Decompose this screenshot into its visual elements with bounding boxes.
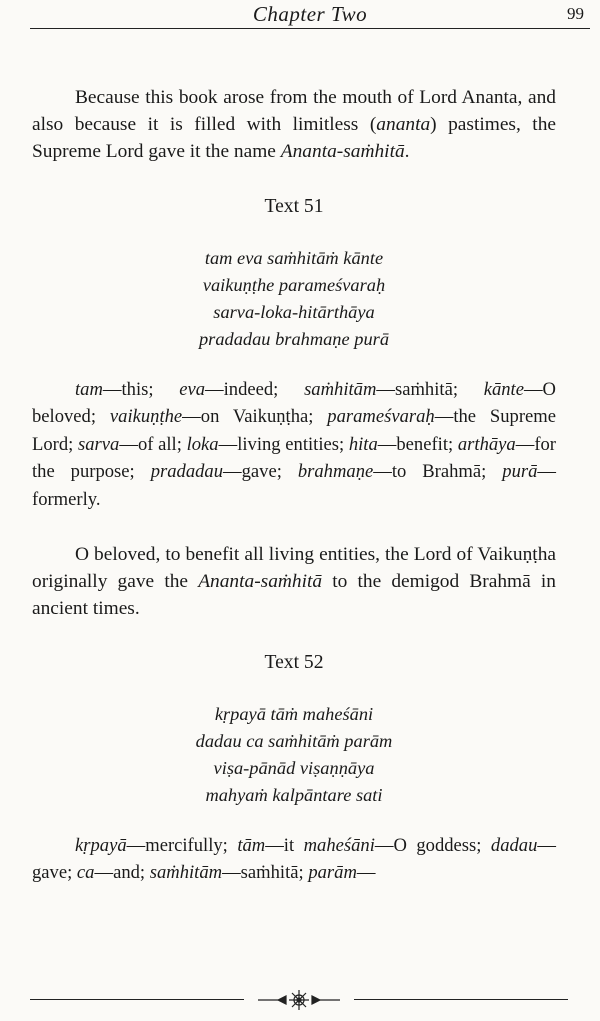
sanskrit-word: sarva: [78, 433, 120, 455]
verse-line: dadau ca saṁhitāṁ parām: [195, 731, 393, 752]
sanskrit-word: loka: [186, 433, 219, 455]
word-meaning: O goddess;: [393, 835, 491, 857]
text-51-word-meanings: tam—this; eva—indeed; saṁhitām—saṁhitā; kānte—O beloved; vaikuṇṭhe—on Vaikuṇṭha; parameśvaraḥ—the Supreme Lord; sarva—of all; loka—living entities; hita—benefit; arthāya—for the purpose; pradadau—gave; brahmaṇe—to Brahmā; purā—formerly.: [32, 379, 556, 510]
sanskrit-word: vaikuṇṭhe: [109, 406, 183, 428]
page-number: 99: [567, 4, 584, 23]
text-52-verse: [32, 701, 556, 809]
word-meaning: on Vaikuṇṭha;: [200, 406, 328, 428]
sanskrit-word: eva: [179, 379, 206, 400]
verse-line: pradadau brahmaṇe purā: [198, 329, 390, 349]
verse-line: viṣa-pānād viṣaṇṇāya: [213, 758, 375, 779]
word-meaning: saṁhitā;: [240, 862, 309, 884]
verse-line: mahyaṁ kalpāntare sati: [205, 785, 383, 806]
sanskrit-word: parām: [308, 862, 357, 884]
text-52-heading: Text 52: [264, 652, 324, 674]
verse-line: sarva-loka-hitārthāya: [213, 302, 375, 322]
word-meaning: saṁhitā;: [394, 379, 484, 400]
word-meaning: formerly.: [32, 488, 101, 510]
word-meaning: to Brahmā;: [391, 461, 503, 483]
text-51-translation: O beloved, to benefit all living entities, the Lord of Vaikuṇṭha originally gave the Ananta-saṁhitā to the demigod Brahmā in ancient times.: [32, 544, 556, 620]
word-meaning: and;: [113, 862, 150, 884]
text-51-heading: Text 51: [264, 196, 324, 217]
sanskrit-word: saṁhitām: [149, 862, 223, 884]
word-meaning: for the purpose;: [32, 433, 556, 483]
word-meaning: indeed;: [223, 379, 305, 400]
sanskrit-word: kṛpayā: [75, 835, 127, 857]
word-meaning: of all;: [137, 433, 187, 455]
sanskrit-word: hita: [348, 433, 378, 455]
sanskrit-word: tām: [237, 835, 266, 857]
sanskrit-word: dadau: [490, 835, 538, 857]
footer-rule-right: [354, 999, 568, 1000]
sanskrit-word: parameśvaraḥ: [327, 406, 435, 428]
sanskrit-word: tam: [75, 379, 103, 400]
verse-line: tam eva saṁhitāṁ kānte: [204, 248, 384, 268]
sanskrit-word: brahmaṇe: [297, 461, 374, 483]
chapter-title: Chapter Two: [252, 2, 368, 26]
sanskrit-word: saṁhitām: [304, 379, 377, 400]
word-meaning: the Supreme Lord;: [32, 406, 556, 455]
word-meaning: O beloved;: [32, 379, 556, 428]
text-51-verse: [32, 245, 556, 353]
word-meaning: gave;: [32, 862, 77, 884]
verse-line: vaikuṇṭhe parameśvaraḥ: [202, 275, 386, 295]
word-meaning: this;: [121, 379, 180, 400]
sanskrit-word: purā: [502, 461, 538, 483]
sanskrit-word: arthāya: [457, 433, 516, 455]
footer-rule-left: [30, 999, 244, 1000]
word-meaning: living entities;: [237, 433, 349, 455]
footer-ornament: [30, 988, 568, 1012]
intro-paragraph: Because this book arose from the mouth of Lord Ananta, and also because it is filled with limitless (ananta) pastimes, the Supreme Lord gave it the name Ananta-saṁhitā.: [32, 87, 556, 162]
header-rule: [30, 28, 590, 29]
sanskrit-word: maheśāni: [303, 835, 375, 857]
page-header: [30, 0, 590, 30]
verse-line: kṛpayā tāṁ maheśāni: [214, 704, 374, 725]
sanskrit-word: kānte: [483, 379, 524, 400]
flourish-icon: [256, 988, 342, 1012]
word-meaning: it: [283, 835, 304, 857]
sanskrit-word: pradadau: [150, 461, 224, 483]
text-52-word-meanings: kṛpayā—mercifully; tām—it maheśāni—O goddess; dadau—gave; ca—and; saṁhitām—saṁhitā; parām—: [32, 835, 556, 884]
word-meaning: gave;: [241, 461, 298, 483]
sanskrit-word: ca: [76, 862, 95, 884]
word-meaning: mercifully;: [145, 835, 238, 857]
page-body: [32, 84, 556, 887]
word-meaning: benefit;: [396, 433, 458, 455]
